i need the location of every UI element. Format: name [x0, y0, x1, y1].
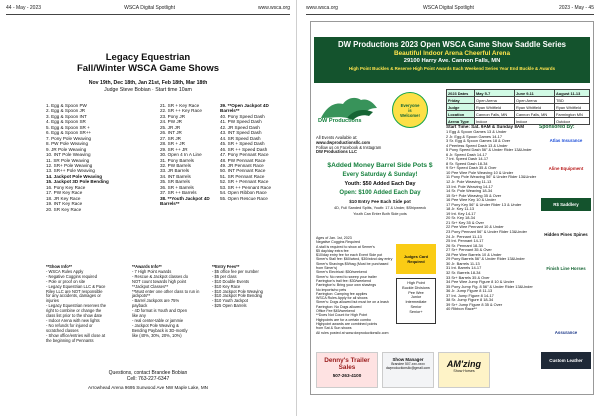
list-item: - Barrel Jackpots are 75%	[132, 298, 180, 304]
right-header-website: www.wsca.org	[306, 5, 338, 11]
list-item: - No refunds for injured or	[46, 322, 93, 328]
list-item: - 4D format is Youth and Open	[132, 308, 188, 314]
ad-banner-address: 29100 Harry Ave. Cannon Falls, MN	[403, 58, 501, 64]
list-item: 44. SR Speed Dash	[220, 135, 261, 141]
list-item: Barrels**	[220, 108, 240, 114]
list-item: 2 Jr. Egg & Spoon Games 14-17	[446, 133, 503, 139]
schedule-cell: Ryan Whitfield	[475, 104, 515, 111]
right-header-rule	[306, 14, 594, 15]
welcome-line-3: Welcome!	[400, 112, 420, 118]
list-item: - $10 Double Events	[212, 278, 250, 284]
list-item: WSCA Rules Apply for all shows	[316, 296, 368, 301]
side-pot-promo	[316, 162, 444, 216]
list-item: - Rescue & Jackpot classes do	[132, 273, 188, 279]
list-item: A stall is required to show at Semer's	[316, 244, 375, 249]
list-item: - $10 Jackpot Pole Weaving	[212, 288, 263, 294]
list-item: 20. SR Key Race	[46, 206, 82, 212]
list-item: 4 Peerless Speed Dash 13 & Under	[446, 142, 508, 148]
schedule-cell: Friday	[447, 97, 475, 104]
list-item: 16 Pee Wee Key 10 & Under	[446, 197, 496, 203]
schedule-cell: Cannon Falls, MN	[515, 111, 555, 118]
list-item: 23 Pony Pennant 56" & Under Rider 13&Under	[446, 229, 527, 235]
list-item: 28. SR + JR	[160, 141, 185, 147]
table-row	[447, 97, 590, 104]
welcome-badge	[392, 92, 428, 128]
list-item: - Show office/entries will close at	[46, 332, 106, 338]
list-item: 42. JR Speed Dash	[220, 124, 260, 130]
list-item: 21 Sr+ Key 35 & Over	[446, 219, 484, 225]
sponsors-heading: Sponsored By:	[539, 124, 575, 130]
list-item: 6. Egg & Spoon SR++	[46, 130, 92, 136]
show-title-line-1: Legacy Equestrian	[105, 52, 191, 63]
list-item: 10. INT Pole Weaving	[46, 152, 91, 158]
left-header-rule	[6, 14, 290, 15]
list-item: 50. INT Pennant Race	[220, 168, 266, 174]
list-item: All rules posted at www.dwproductionsllc.com	[316, 330, 389, 335]
ad-name: Denny's Trailer Sales	[324, 357, 370, 371]
ad-info-line: DW Productions LLC	[316, 149, 357, 155]
show-manager-ad	[382, 352, 434, 388]
list-item: Buckle Divisions	[402, 285, 430, 290]
list-item: 36 Jr. Jump Figure 8 11-13	[446, 288, 493, 294]
list-item: 47. Pony Pennant Race	[220, 152, 269, 158]
list-item: 7 Int. Speed Dash 14-17	[446, 156, 489, 162]
list-item: 34 Pee Wee Jump Figure 8 10 & Under	[446, 279, 515, 285]
awards-info-heading: **Awards Info**	[132, 264, 162, 269]
list-item: - $5 office fee per number	[212, 268, 259, 274]
list-item: 35. SR Barrels	[160, 179, 190, 185]
dw-logo-name: DW Productions	[318, 118, 362, 124]
sponsor-logo: Atlas Insurance	[549, 138, 583, 143]
sponsor-logo: Hidden Pines Spines	[544, 232, 588, 237]
ad-line: dwproductionsllc@gmail.com	[386, 366, 430, 370]
list-item: 37 Int. Jump Figure 8 14-17	[446, 292, 494, 298]
promo-heading: $Added Money Barrel Side Pots $	[327, 162, 433, 169]
list-item: 31 Int. Barrels 14-17	[446, 265, 482, 271]
entry-fees-box	[212, 265, 292, 309]
list-item: - Indoor Arena with new lights	[46, 317, 100, 323]
list-item: 18 Jr. Key 11-13	[446, 206, 475, 212]
show-rules-list	[316, 236, 394, 335]
promo-youth: Youth: $50 Added Each Day	[344, 181, 416, 187]
show-dates	[0, 80, 296, 93]
sponsor-logo: Custom Leather	[541, 352, 591, 369]
list-item: Riley LLC are NOT responsible	[46, 288, 103, 294]
list-item: 1. Egg & Spoon PW	[46, 103, 87, 108]
list-item: **Does Not Count for High Point	[316, 313, 368, 318]
list-item: High Point	[407, 281, 425, 285]
list-item: 28 Pee Wee Barrels 10 & Under	[446, 251, 502, 257]
list-item: 15 Sr+ Pole Weaving 35 & Over	[446, 192, 502, 198]
list-item: 48. PW Pennant Race	[220, 157, 266, 163]
list-item: 20 Sr. Key 18-34	[446, 215, 475, 221]
list-item: 30. Open 4 In A Line	[160, 152, 202, 158]
list-item: Intermediate	[405, 300, 427, 305]
promo-entry-fee: $10 Entry Fee Each Side pot	[349, 199, 411, 204]
high-point-divisions-box	[396, 278, 436, 324]
list-item: 49. JR Pennant Race	[220, 162, 264, 168]
list-item: - 7 High Point Awards	[132, 268, 172, 274]
schedule-cell: Arena Type	[447, 118, 475, 125]
list-item: 12 Jr. Pole Weaving 11-13	[446, 179, 492, 185]
list-item: 29. SR ++ JR	[160, 146, 188, 152]
list-item: 2. Egg & Spoon JR	[46, 108, 86, 114]
sponsor-logo: R$ Saddlery	[541, 198, 591, 211]
schedule-cell: Open Arena	[475, 97, 515, 104]
list-item: 32 Sr. Barrels 18-34	[446, 269, 481, 275]
show-start-line: Judge Steve Bobian · Start time 10am	[104, 86, 192, 93]
schedule-cell: Location	[447, 111, 475, 118]
dennys-trailer-ad	[316, 352, 378, 388]
left-page	[0, 0, 297, 416]
left-header-issue: 44 - May - 2023	[6, 5, 42, 11]
list-item: - real center-table or jammie	[132, 317, 184, 323]
list-item: 43. INT Speed Dash	[220, 130, 262, 136]
ad-line: Brandee 507-xxx-xxxx	[391, 362, 425, 366]
promo-open: Open: $100 Added Each Day	[339, 190, 421, 196]
list-item: Farrington's: Bring your own shavings	[316, 283, 377, 288]
list-item: 45. SR + Speed Dash	[220, 141, 265, 147]
list-item: 10 Pee Wee Pole Weaving 10 & Under	[446, 169, 514, 175]
list-item: 39. **Open Jackpot 4D	[220, 103, 269, 108]
list-item: jackpots**	[132, 293, 151, 299]
show-title	[0, 52, 296, 74]
list-item: 52. SR + Pennant Race	[220, 179, 269, 185]
right-header-publication: WSCA Digital Spotlight	[423, 5, 474, 11]
list-item: Negative Coggins Required	[316, 240, 360, 245]
list-item: 31. Pony Barrels	[160, 157, 194, 163]
show-title-line-2: Fall/Winter WSCA Game Shows	[76, 63, 220, 74]
sponsor-logo: Assurance	[554, 330, 578, 335]
amzing-ad	[438, 352, 490, 388]
ad-website: www.dwproductionsllc.com	[316, 139, 370, 145]
list-item: $5 day/day extra fee	[316, 248, 349, 253]
show-dates-line: Nov 19th, Dec 18th, Jan 21st, Feb 18th, Mar 18th	[88, 80, 208, 86]
list-item: 13 Int. Pole Weaving 14-17	[446, 183, 493, 189]
horse-logo-icon	[317, 92, 385, 130]
list-item: 22. SR ++ Key Race	[160, 108, 202, 114]
list-item: 24 Jr. Pennant 11-13	[446, 233, 482, 239]
list-item: 25. JR JR	[160, 124, 181, 130]
list-item: 26. INT JR	[160, 130, 182, 136]
right-page	[300, 0, 600, 416]
dw-logo-area	[314, 88, 432, 132]
list-item: from Sat & Sun shows	[316, 326, 352, 331]
promo-days: Every Saturday & Sunday!	[342, 172, 418, 178]
list-item: 33. JR Barrels	[160, 168, 190, 174]
list-item: 29 Pony Barrels 56" & Under Rider 13&Under	[446, 256, 525, 262]
start-time: Start Time: Sat. 9AM & Sunday 8AM	[446, 124, 525, 129]
ad-info-line: All Events Available at:	[316, 135, 358, 140]
list-item: 36. SR + Barrels	[160, 184, 194, 190]
list-item: 33 Sr+ Barrels 35 & Over	[446, 274, 490, 280]
list-item: injuries	[46, 298, 59, 304]
left-header-publication: WSCA Digital Spotlight	[124, 5, 175, 11]
list-item: 14 Sr. Pole Weaving 18-34	[446, 188, 493, 194]
ad-banner	[314, 37, 590, 83]
left-header	[6, 3, 290, 13]
list-item: 15. Jackpot 3D Pole Bending	[46, 179, 109, 185]
list-item: for any accidents, damages or	[46, 293, 101, 299]
list-item: - $10 Youth Jackpot	[212, 298, 248, 304]
list-item: Simer's: No need to sweep your trailer	[316, 274, 377, 279]
right-header-issue: 2023 - May - 45	[558, 5, 594, 11]
list-item: Junior	[410, 295, 422, 300]
ad-contact-info	[316, 136, 434, 155]
schedule-cell: TBD	[555, 97, 590, 104]
saddle-series-class-list	[446, 130, 538, 312]
show-info-heading: **Show Info**	[46, 264, 72, 269]
list-item: Barrels**	[160, 201, 180, 207]
list-item: - Pole or proof on site	[46, 278, 86, 284]
schedule-header-cell: May 5-7	[475, 90, 515, 97]
left-header-website: www.wsca.org	[258, 5, 290, 11]
list-item: Bending Payback is 3D-mostly	[132, 327, 188, 333]
list-item: 17. PW Key Race	[46, 190, 83, 196]
list-item: NOT count towards high point	[132, 278, 187, 284]
list-item: Senior+	[409, 309, 423, 314]
schedule-cell: Outdoor	[555, 118, 590, 125]
schedule-cell: Indoor	[475, 118, 515, 125]
list-item: class list prior to the show date	[46, 313, 102, 319]
list-item: 5 Pony Speed Dash 56" & Under Rider 13&Under	[446, 147, 532, 153]
schedule-cell: Cannon Falls, MN	[475, 111, 515, 118]
list-item: 26 Sr. Pennant 18-34	[446, 242, 483, 248]
list-item: 19 Int. Key 14-17	[446, 210, 476, 216]
ad-banner-tagline: High Point Buckles & Reserve High Point Awards Each Weekend Series Year End Buckle & Awards	[348, 66, 556, 71]
list-item: Farrington: No Dogs allowed	[316, 304, 362, 309]
list-item: - Legacy Equestrian LLC & Pace	[46, 283, 106, 289]
promo-details-2: Youth Can Enter Both Side pots	[353, 212, 407, 216]
welcome-line-2: is	[408, 107, 412, 113]
list-item: 4. Egg & Spoon SR	[46, 119, 86, 125]
list-item: 34. INT Barrels	[160, 173, 191, 179]
schedule-header-cell: June 9-11	[515, 90, 555, 97]
list-item: 11. SR Pole Weaving	[46, 157, 90, 163]
judges-card-badge: Judges Card Required	[396, 244, 436, 274]
schedule-cell: Ryan Whitfield	[555, 104, 590, 111]
list-item: like (40%, 30%, 20%, 10%)	[132, 332, 182, 338]
list-item: **Jackpot Classes**	[132, 283, 169, 289]
welcome-line-1: Everyone	[400, 102, 420, 108]
list-item: 19. INT Key Race	[46, 201, 83, 207]
list-item: 27 Sr+ Pennant 35 & Over	[446, 247, 492, 253]
list-item: 51. SR Pennant Race	[220, 173, 265, 179]
list-item: Simer's Shavings $9/bag (Must be purchased from Simer's)	[316, 261, 389, 271]
contact-info	[0, 370, 296, 382]
list-item: - Negative Coggins required	[46, 273, 97, 279]
entry-fees-heading: **Entry Fees**	[212, 264, 240, 269]
list-item: 25 Int. Pennant 14-17	[446, 238, 484, 244]
list-item: Office Fee $45/weekend	[316, 309, 355, 314]
ad-name: Show Manager	[392, 357, 424, 362]
sponsor-logo: Finish Line Horses	[546, 266, 586, 271]
list-item: Farrington: Camping fee applies	[316, 291, 368, 296]
list-item: 24. PW JR	[160, 119, 182, 125]
schedule-header-cell: 2023 Dates	[447, 90, 475, 97]
list-item: - $10 Jackpot Pole Bending	[212, 293, 263, 299]
list-item: scratched classes	[46, 327, 79, 333]
venue-address: Arrowhead Arena 9695 Sunwood Ave NW Maple Lake, MN	[88, 385, 208, 390]
awards-info-box	[132, 265, 210, 339]
list-item: - Jackpot Pole Weaving &	[132, 322, 179, 328]
ad-phone: 507-263-4100	[332, 373, 362, 378]
list-item: 40. Pony Speed Dash	[220, 113, 265, 119]
list-item: 22 Pee Wee Pennant 10 & Under	[446, 224, 504, 230]
list-item: the beginning of Pennants	[46, 337, 94, 343]
list-item: 12. SR+ Pole Weaving	[46, 162, 93, 168]
list-item: 54. Open Ribbon Race	[220, 190, 267, 196]
list-item: 3. Egg & Spoon INT	[46, 113, 87, 119]
list-item: 8 Sr. Speed Dash 18-34	[446, 160, 488, 166]
ad-info-line: Follow us on Facebook & Instagram	[316, 144, 382, 150]
list-item: right to combine or change the	[46, 308, 102, 314]
list-item: Simer's Electrical: $50/weekend	[316, 270, 367, 275]
list-item: 8. PW Pole Weaving	[46, 141, 89, 147]
list-item: **Must enter one other class to run in	[132, 288, 200, 294]
list-item: 38 Sr. Jump Figure 8 18-34	[446, 297, 494, 303]
list-item: Pee Wee	[408, 290, 424, 295]
schedule-cell: Ryan Whitfield	[515, 104, 555, 111]
class-list-column-3	[220, 103, 290, 201]
list-item: 35 Pony Jump Fig. 8 56" & Under Rider 13&Under	[446, 283, 533, 289]
list-item: - Legacy Equestrian reserves the	[46, 303, 107, 309]
list-item: 5. Egg & Spoon SR +	[46, 124, 90, 130]
show-info-box	[46, 265, 124, 344]
ad-banner-subtitle: Beautiful Indoor Arena Cheerful Arena	[394, 50, 510, 57]
list-item: 41. PW Speed Dash	[220, 119, 262, 125]
schedule-cell: Indoor	[515, 118, 555, 125]
list-item: - $5 per class	[212, 273, 237, 279]
list-item: Simer's Stall fee: $60/wknd, $30/wknd day entry	[316, 257, 393, 262]
list-item: 17 Pony Key 56" & Under Rider 13 & Under	[446, 201, 522, 207]
schedule-header-cell: August 11-13	[555, 90, 590, 97]
schedule-table	[446, 89, 590, 125]
contact-phone: Cell: 763-227-6347	[126, 376, 170, 382]
list-item: 14. Jackpot Pole Weaving	[46, 173, 103, 179]
list-item: 7. Pony Pole Weaving	[46, 135, 92, 141]
list-item: - $10 Key Race	[212, 283, 241, 289]
list-item: 46. SR ++ Speed Dash	[220, 146, 268, 152]
schedule-cell: Farmington MN	[555, 111, 590, 118]
list-item: 55. Open Rescue Race	[220, 195, 268, 201]
list-item: - $25 Open Barrels	[212, 303, 247, 309]
list-item: Simer's: Dogs allowed but must be on a leash	[316, 300, 389, 305]
list-item: Highpoint awards are combined points	[316, 321, 378, 326]
list-item: 3 Sr. Egg & Spoon Games 18 & Over	[446, 138, 511, 144]
table-row	[447, 111, 590, 118]
list-item: 21. SR + Key Race	[160, 103, 200, 108]
list-item: 39 Sr+ Jump Figure 8 35 & Over	[446, 301, 503, 307]
list-item: 9 Sr+ Speed Dash 35 & Over	[446, 165, 497, 171]
ad-banner-title: DW Productions 2023 Open WSCA Game Show Saddle Series	[337, 40, 567, 49]
schedule-cell: Judge	[447, 104, 475, 111]
list-item: Farrington's trail fee: $30/weekend	[316, 278, 372, 283]
list-item: 1 Egg & Spoon Games 13 & Under	[446, 129, 507, 134]
list-item: 18. JR Key Race	[46, 195, 81, 201]
schedule-cell: Open Arena	[515, 97, 555, 104]
sponsor-logo: Aline Equipment	[548, 166, 584, 171]
class-list-column-1	[46, 103, 156, 212]
class-list-column-2	[160, 103, 220, 207]
list-item: 37. SR ++ Barrels	[160, 190, 197, 196]
list-item: - WSCA Rules Apply	[46, 268, 84, 274]
list-item: No imports/no pets	[316, 287, 347, 292]
list-item: Ages of Jan. 1st, 2023	[316, 236, 352, 240]
contact-name: Questions, contact Brandee Bobian	[108, 370, 188, 376]
ad-name: AM'zing	[446, 359, 482, 369]
list-item: like any	[132, 313, 146, 319]
list-item: $10/day entry fee for each Event Side pot	[316, 253, 383, 258]
list-item: 30 Jr. Barrels 11-13	[446, 260, 480, 266]
list-item: 53. SR ++ Pennant Race	[220, 184, 272, 190]
list-item: 38. **Youth Jackpot 4D	[160, 195, 210, 201]
list-item: Senior	[410, 304, 422, 309]
ad-sub: Show Horses	[453, 369, 475, 373]
table-row	[447, 104, 590, 111]
promo-details: 4D, Full Sanded Splits, Youth: 17 & Under, $Shipwreck	[333, 206, 427, 210]
list-item: 13. SR++ Pole Weaving	[46, 168, 95, 174]
list-item: 40 Ribbon Race**	[446, 306, 477, 312]
list-item: 32. PW Barrels	[160, 162, 191, 168]
list-item: 11 Pony Pole Weaving 56" & Under Rider 13&Under	[446, 174, 537, 180]
list-item: 23. Pony JR	[160, 113, 186, 119]
list-item: 6 Jr. Speed Dash 14-17	[446, 151, 487, 157]
list-item: 16. Pony Key Race	[46, 184, 86, 190]
right-header	[306, 3, 594, 13]
list-item: payback	[132, 303, 148, 309]
list-item: Highpoints are for a certain combo	[316, 317, 371, 322]
list-item: 27. SR JR	[160, 135, 181, 141]
list-item: 9. JR Pole Weaving	[46, 146, 87, 152]
